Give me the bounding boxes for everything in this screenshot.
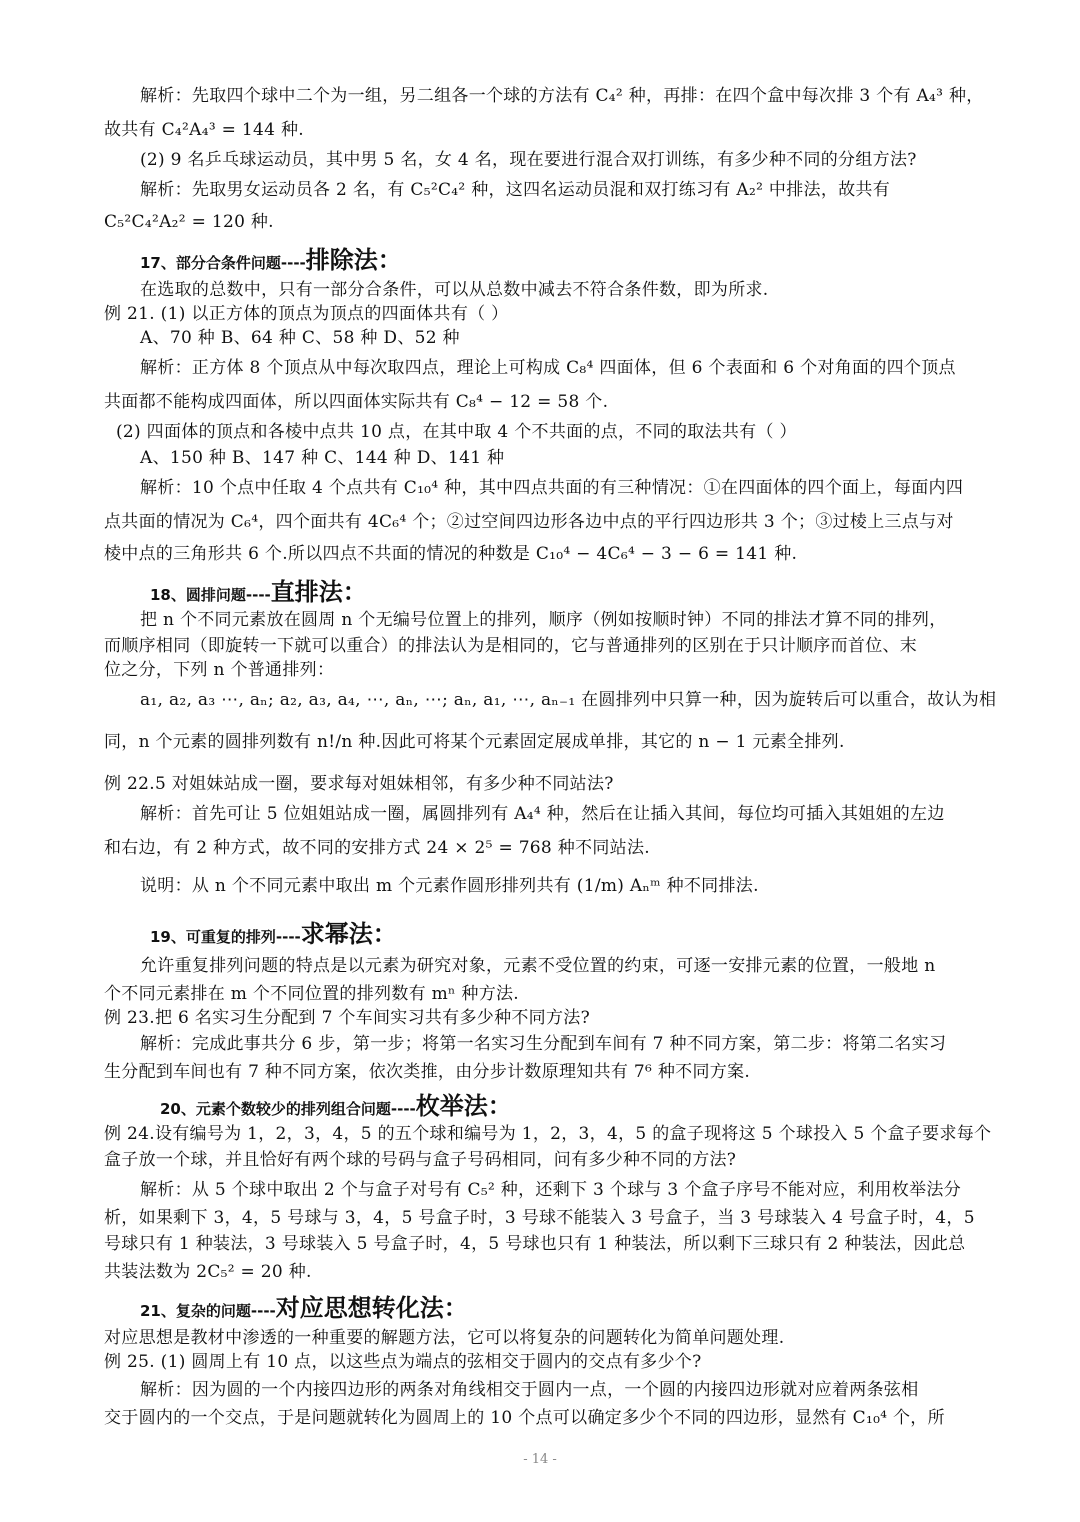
text-line: 解析：先取男女运动员各 2 名，有 C₅²C₄² 种，这四名运动员混和双打练习有 A₂² 中排法，故共有: [140, 180, 891, 200]
heading-method: 枚举法：: [415, 1092, 512, 1120]
text-line: A、70 种 B、64 种 C、58 种 D、52 种: [140, 328, 460, 348]
text-line: 生分配到车间也有 7 种不同方案，依次类推，由分步计数原理知共有 7⁶ 种不同方案.: [104, 1062, 751, 1082]
text-line: a₁, a₂, a₃ ⋯, aₙ; a₂, a₃, a₄, ⋯, aₙ, ⋯; aₙ, a₁, ⋯, aₙ₋₁ 在圆排列中只算一种，因为旋转后可以重合，故认为相: [140, 690, 997, 710]
heading-method: 排除法：: [305, 246, 402, 274]
heading-method: 对应思想转化法：: [275, 1294, 468, 1322]
text-line: 故共有 C₄²A₄³ = 144 种.: [104, 120, 304, 140]
text-line: 解析：正方体 8 个顶点从中每次取四点，理论上可构成 C₈⁴ 四面体，但 6 个表面和 6 个对角面的四个顶点: [140, 358, 956, 378]
section-heading-17: [140, 240, 402, 275]
text-line: 共装法数为 2C₅² = 20 种.: [104, 1262, 312, 1282]
text-line: 例 22.5 对姐妹站成一圈，要求每对姐妹相邻，有多少种不同站法?: [104, 774, 614, 794]
section-heading-21: [140, 1288, 468, 1323]
text-line: 共面都不能构成四面体，所以四面体实际共有 C₈⁴ − 12 = 58 个.: [104, 392, 609, 412]
text-line: 位之分，下列 n 个普通排列：: [104, 660, 335, 680]
heading-method: 直排法：: [270, 578, 367, 606]
text-line: 允许重复排列问题的特点是以元素为研究对象，元素不受位置的约束，可逐一安排元素的位置，一般地 n: [140, 956, 936, 976]
heading-number: 17、部分合条件问题----: [140, 254, 306, 272]
text-line: (2) 四面体的顶点和各棱中点共 10 点，在其中取 4 个不共面的点，不同的取法共有（ ）: [116, 422, 797, 442]
text-line: (2) 9 名乒乓球运动员，其中男 5 名，女 4 名，现在要进行混合双打训练，有多少种不同的分组方法?: [140, 150, 917, 170]
text-line: 析，如果剩下 3，4，5 号球与 3，4，5 号盒子时，3 号球不能装入 3 号盒子，当 3 号球装入 4 号盒子时，4，5: [104, 1208, 975, 1228]
section-heading-20: [160, 1086, 512, 1121]
text-line: 点共面的情况为 C₆⁴，四个面共有 4C₆⁴ 个；②过空间四边形各边中点的平行四边形共 3 个；③过棱上三点与对: [104, 512, 954, 532]
text-line: 说明：从 n 个不同元素中取出 m 个元素作圆形排列共有 (1/m) Aₙᵐ 种不同排法.: [140, 876, 759, 896]
text-line: 而顺序相同（即旋转一下就可以重合）的排法认为是相同的，它与普通排列的区别在于只计顺序而首位、末: [104, 636, 918, 656]
heading-number: 20、元素个数较少的排列组合问题----: [160, 1100, 416, 1118]
text-line: 例 21. (1) 以正方体的顶点为顶点的四面体共有（ ）: [104, 304, 509, 324]
section-heading-18: [150, 572, 367, 607]
text-line: 和右边，有 2 种方式，故不同的安排方式 24 × 2⁵ = 768 种不同站法.: [104, 838, 650, 858]
section-heading-19: [150, 914, 397, 949]
text-line: 例 25. (1) 圆周上有 10 点，以这些点为端点的弦相交于圆内的交点有多少个?: [104, 1352, 702, 1372]
text-line: 同，n 个元素的圆排列数有 n!/n 种.因此可将某个元素固定展成单排，其它的 n − 1 元素全排列.: [104, 732, 845, 752]
text-line: 解析：从 5 个球中取出 2 个与盒子对号有 C₅² 种，还剩下 3 个球与 3 个盒子序号不能对应，利用枚举法分: [140, 1180, 962, 1200]
text-line: 号球只有 1 种装法，3 号球装入 5 号盒子时，4，5 号球也只有 1 种装法，所以剩下三球只有 2 种装法，因此总: [104, 1234, 966, 1254]
heading-number: 21、复杂的问题----: [140, 1302, 276, 1320]
text-line: 解析：因为圆的一个内接四边形的两条对角线相交于圆内一点，一个圆的内接四边形就对应着两条弦相: [140, 1380, 919, 1400]
text-line: 盒子放一个球，并且恰好有两个球的号码与盒子号码相同，问有多少种不同的方法?: [104, 1150, 737, 1170]
text-line: 解析：10 个点中任取 4 个点共有 C₁₀⁴ 种，其中四点共面的有三种情况：①在四面体的四个面上，每面内四: [140, 478, 964, 498]
text-line: 对应思想是教材中渗透的一种重要的解题方法，它可以将复杂的问题转化为简单问题处理.: [104, 1328, 785, 1348]
page-number: - 14 -: [523, 1452, 557, 1467]
heading-method: 求幂法：: [300, 920, 397, 948]
text-line: 解析：先取四个球中二个为一组，另二组各一个球的方法有 C₄² 种，再排：在四个盒中每次排 3 个有 A₄³ 种，: [140, 86, 984, 106]
heading-number: 19、可重复的排列----: [150, 928, 301, 946]
text-line: 例 23.把 6 名实习生分配到 7 个车间实习共有多少种不同方法?: [104, 1008, 590, 1028]
text-line: C₅²C₄²A₂² = 120 种.: [104, 212, 274, 232]
text-line: 交于圆内的一个交点，于是问题就转化为圆周上的 10 个点可以确定多少个不同的四边形，显然有 C₁₀⁴ 个，所: [104, 1408, 945, 1428]
text-line: 在选取的总数中，只有一部分合条件，可以从总数中减去不符合条件数，即为所求.: [140, 280, 769, 300]
text-line: 个不同元素排在 m 个不同位置的排列数有 mⁿ 种方法.: [104, 984, 520, 1004]
text-line: A、150 种 B、147 种 C、144 种 D、141 种: [140, 448, 505, 468]
heading-number: 18、圆排问题----: [150, 586, 271, 604]
text-line: 棱中点的三角形共 6 个.所以四点不共面的情况的种数是 C₁₀⁴ − 4C₆⁴ − 3 − 6 = 141 种.: [104, 544, 798, 564]
text-line: 解析：首先可让 5 位姐姐站成一圈，属圆排列有 A₄⁴ 种，然后在让插入其间，每位均可插入其姐姐的左边: [140, 804, 945, 824]
text-line: 把 n 个不同元素放在圆周 n 个无编号位置上的排列，顺序（例如按顺时钟）不同的排法才算不同的排列，: [140, 610, 947, 630]
text-line: 解析：完成此事共分 6 步，第一步；将第一名实习生分配到车间有 7 种不同方案，第二步：将第二名实习: [140, 1034, 947, 1054]
text-line: 例 24.设有编号为 1，2，3，4，5 的五个球和编号为 1，2，3，4，5 的盒子现将这 5 个球投入 5 个盒子要求每个: [104, 1124, 992, 1144]
